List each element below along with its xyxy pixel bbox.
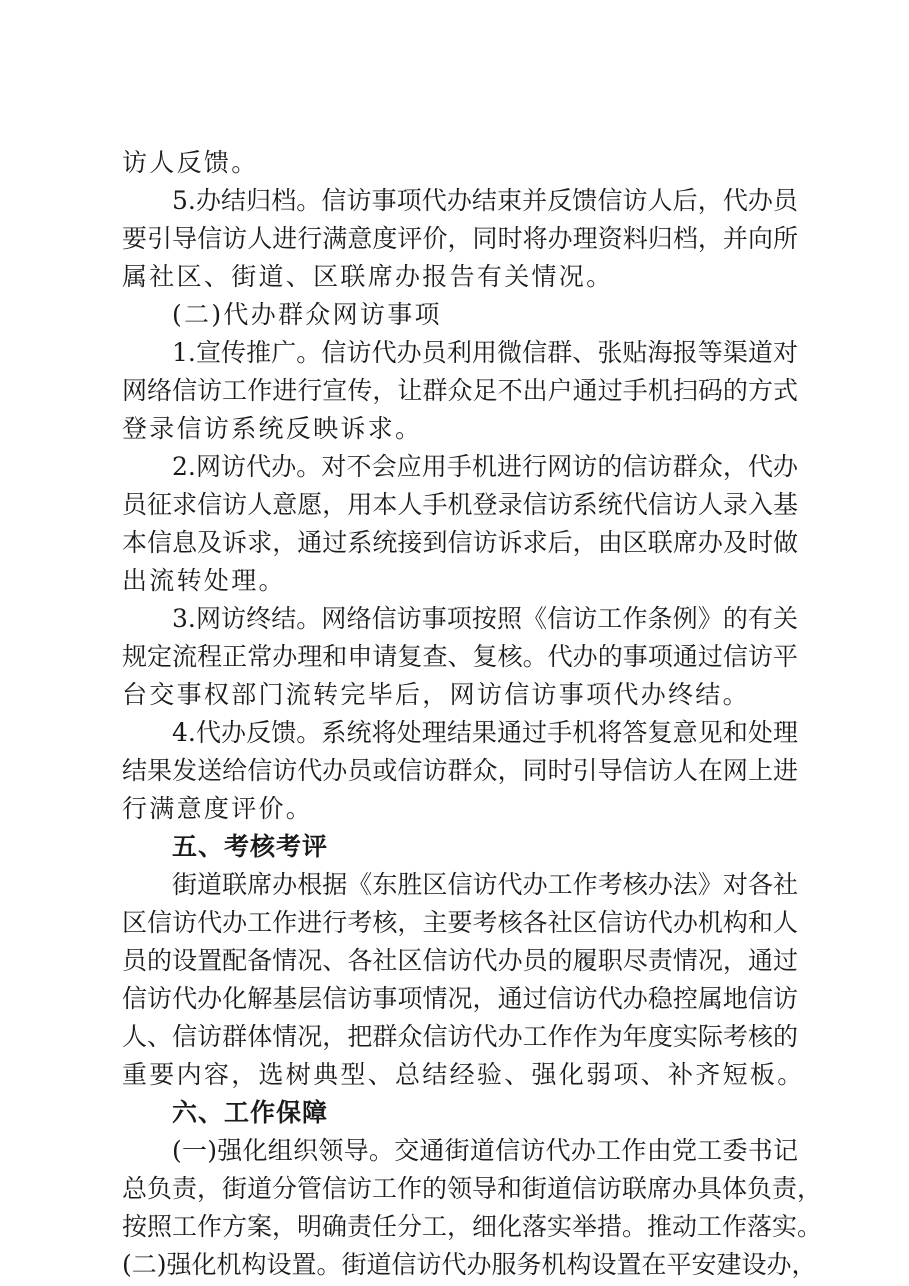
text-line: (二)强化机构设置。街道信访代办服务机构设置在平安建设办， (122, 1250, 817, 1279)
text-line: (一)强化组织领导。交通街道信访代办工作由党工委书记 (172, 1136, 798, 1165)
document-body (122, 144, 823, 1284)
text-line: 访人反馈。 (122, 148, 259, 177)
text-line: 区信访代办工作进行考核，主要考核各社区信访代办机构和人 (122, 908, 798, 937)
text-line: 4.代办反馈。系统将处理结果通过手机将答复意见和处理 (172, 718, 798, 747)
text-line: 5.办结归档。信访事项代办结束并反馈信访人后，代办员 (172, 186, 798, 215)
text-line: 网络信访工作进行宣传，让群众足不出户通过手机扫码的方式 (122, 376, 798, 405)
text-line: 属社区、街道、区联席办报告有关情况。 (122, 262, 614, 291)
text-line: 员征求信访人意愿，用本人手机登录信访系统代信访人录入基 (122, 490, 798, 519)
text-line: 街道联席办根据《东胜区信访代办工作考核办法》对各社 (172, 870, 798, 899)
text-line: 按照工作方案，明确责任分工，细化落实举措。推动工作落实。 (122, 1212, 823, 1241)
text-line: 员的设置配备情况、各社区信访代办员的履职尽责情况，通过 (122, 946, 798, 975)
text-line: 2.网访代办。对不会应用手机进行网访的信访群众，代办 (172, 452, 798, 481)
text-line: 总负责，街道分管信访工作的领导和街道信访联席办具体负责， (122, 1174, 823, 1203)
text-line: 规定流程正常办理和申请复查、复核。代办的事项通过信访平 (122, 642, 798, 671)
text-line: 台交事权部门流转完毕后，网访信访事项代办终结。 (122, 680, 750, 709)
text-line: 出流转处理。 (122, 566, 286, 595)
text-line: 行满意度评价。 (122, 794, 314, 823)
text-line: 本信息及诉求，通过系统接到信访诉求后，由区联席办及时做 (122, 528, 798, 557)
text-line: 重要内容，选树典型、总结经验、强化弱项、补齐短板。 (122, 1060, 805, 1089)
text-line: 登录信访系统反映诉求。 (122, 414, 423, 443)
text-line: 3.网访终结。网络信访事项按照《信访工作条例》的有关 (172, 604, 798, 633)
text-line: 要引导信访人进行满意度评价，同时将办理资料归档，并向所 (122, 224, 798, 253)
text-line: 人、信访群体情况，把群众信访代办工作作为年度实际考核的 (122, 1022, 798, 1051)
text-line: 1.宣传推广。信访代办员利用微信群、张贴海报等渠道对 (172, 338, 798, 367)
text-line: (二)代办群众网访事项 (172, 300, 442, 329)
section-heading: 六、工作保障 (172, 1098, 329, 1127)
section-heading: 五、考核考评 (172, 832, 329, 861)
text-line: 信访代办化解基层信访事项情况，通过信访代办稳控属地信访 (122, 984, 798, 1013)
text-line: 结果发送给信访代办员或信访群众，同时引导信访人在网上进 (122, 756, 798, 785)
